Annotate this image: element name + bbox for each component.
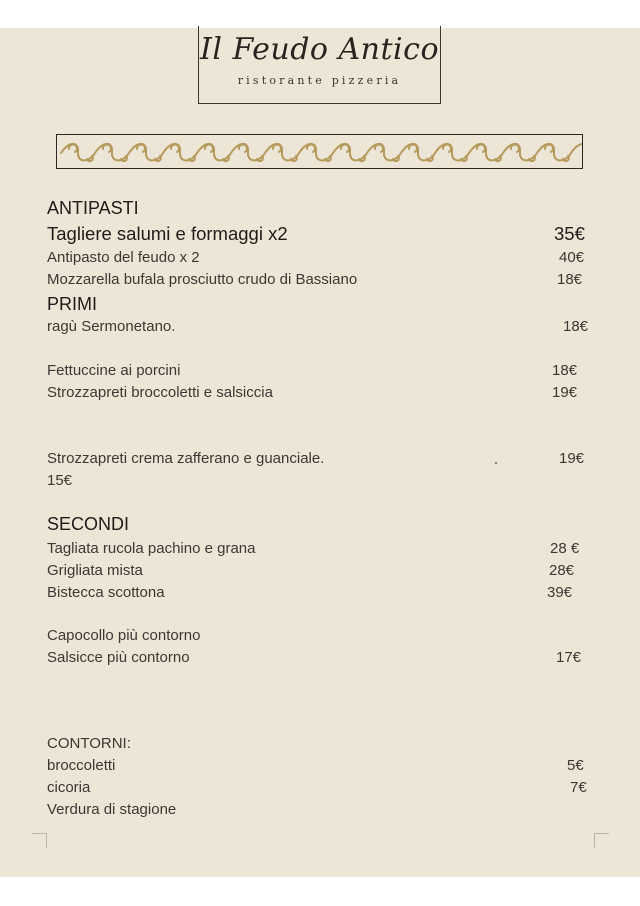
item-price: 5€ bbox=[567, 757, 584, 774]
menu-item bbox=[47, 755, 640, 777]
section-heading-contorni: CONTORNI: bbox=[47, 735, 131, 752]
stray-dot bbox=[495, 462, 497, 464]
ornament-curl bbox=[511, 145, 519, 152]
menu-item bbox=[47, 247, 640, 269]
item-name: Tagliata rucola pachino e grana bbox=[47, 540, 256, 557]
restaurant-name: Il Feudo Antico bbox=[199, 32, 440, 67]
menu-item bbox=[47, 470, 640, 492]
item-name: 15€ bbox=[47, 472, 73, 489]
menu-item bbox=[47, 269, 640, 291]
item-name: Strozzapreti broccoletti e salsiccia bbox=[47, 384, 273, 401]
item-name: Strozzapreti crema zafferano e guanciale. bbox=[47, 450, 325, 467]
item-price: 17€ bbox=[556, 649, 582, 666]
item-price: 40€ bbox=[559, 249, 585, 266]
item-price: 39€ bbox=[547, 584, 573, 601]
item-price: 35€ bbox=[554, 223, 585, 244]
section-heading-primi: PRIMI bbox=[47, 294, 98, 314]
ornament-curl bbox=[443, 145, 451, 152]
restaurant-subtitle: ristorante pizzeria bbox=[237, 74, 402, 87]
item-name: cicoria bbox=[47, 779, 91, 796]
item-price: 19€ bbox=[559, 450, 585, 467]
ornament-curl bbox=[545, 145, 553, 152]
ornament-curl bbox=[307, 145, 315, 152]
item-name: Mozzarella bufala prosciutto crudo di Bassiano bbox=[47, 271, 358, 288]
item-name: broccoletti bbox=[47, 757, 116, 774]
item-name: Salsicce più contorno bbox=[47, 649, 190, 666]
ornament-curl bbox=[205, 145, 213, 152]
menu-item bbox=[47, 799, 640, 821]
ornament-vine bbox=[61, 144, 583, 161]
menu-page bbox=[0, 28, 640, 877]
section-heading-antipasti: ANTIPASTI bbox=[47, 198, 139, 218]
item-name: Antipasto del feudo x 2 bbox=[47, 249, 200, 266]
item-price: 18€ bbox=[563, 318, 589, 335]
crop-mark-bottom-left bbox=[32, 833, 47, 848]
menu-item bbox=[47, 582, 640, 604]
item-name: Fettuccine ai porcini bbox=[47, 362, 181, 379]
item-name: Tagliere salumi e formaggi x2 bbox=[47, 223, 288, 244]
menu-item bbox=[47, 625, 640, 647]
scroll-ornament-icon bbox=[57, 135, 583, 169]
ornament-curl bbox=[273, 145, 281, 152]
menu-item bbox=[47, 448, 640, 470]
item-name: Bistecca scottona bbox=[47, 584, 165, 601]
ornament-curl bbox=[103, 145, 111, 152]
menu-item bbox=[47, 360, 640, 382]
item-price: 18€ bbox=[552, 362, 578, 379]
ornament-curl bbox=[375, 145, 383, 152]
section-heading-secondi: SECONDI bbox=[47, 514, 130, 534]
menu-item bbox=[47, 316, 640, 338]
item-price: 28 € bbox=[550, 540, 580, 557]
ornament-curl bbox=[409, 145, 417, 152]
item-price: 28€ bbox=[549, 562, 575, 579]
menu-item bbox=[47, 560, 640, 582]
ornament-curl bbox=[171, 145, 179, 152]
ornament-curl bbox=[341, 145, 349, 152]
menu-item bbox=[47, 777, 640, 799]
ornament-curl bbox=[239, 145, 247, 152]
logo bbox=[198, 26, 441, 104]
menu-item bbox=[47, 647, 640, 669]
ornament-border bbox=[56, 134, 583, 169]
item-price: 19€ bbox=[552, 384, 578, 401]
ornament-curl bbox=[477, 145, 485, 152]
item-name: ragù Sermonetano. bbox=[47, 318, 176, 335]
ornament-curl bbox=[137, 145, 145, 152]
item-name: Capocollo più contorno bbox=[47, 627, 201, 644]
menu-item bbox=[47, 538, 640, 560]
menu-item bbox=[47, 382, 640, 404]
item-name: Verdura di stagione bbox=[47, 801, 177, 818]
ornament-curl bbox=[69, 145, 77, 152]
menu-item bbox=[47, 223, 640, 245]
item-price: 7€ bbox=[570, 779, 587, 796]
item-name: Grigliata mista bbox=[47, 562, 143, 579]
item-price: 18€ bbox=[557, 271, 583, 288]
crop-mark-bottom-right bbox=[594, 833, 609, 848]
